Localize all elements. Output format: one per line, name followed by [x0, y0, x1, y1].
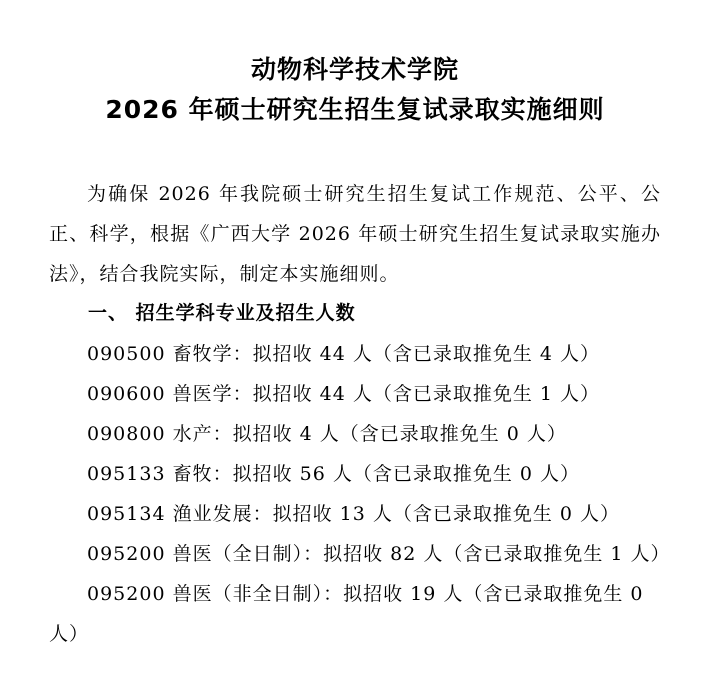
intro-paragraph: 为确保 2026 年我院硕士研究生招生复试工作规范、公平、公正、科学，根据《广西大学 2026 年硕士研究生招生复试录取实施办法》，结合我院实际，制定本实施细则。 — [49, 183, 661, 285]
quota-item-095200-part-time: 095200 兽医（非全日制）：拟招收 19 人（含已录取推免生 0 人） — [49, 583, 644, 645]
quota-item-095200-full-time: 095200 兽医（全日制）：拟招收 82 人（含已录取推免生 1 人） — [87, 543, 671, 565]
document-title — [0, 50, 710, 130]
section-heading-enrollment: 一、 招生学科专业及招生人数 — [88, 302, 356, 324]
quota-item-095133: 095133 畜牧：拟招收 56 人（含已录取推免生 0 人） — [87, 463, 580, 485]
quota-item-090500: 090500 畜牧学：拟招收 44 人（含已录取推免生 4 人） — [87, 343, 600, 365]
title-rules-name: 2026 年硕士研究生招生复试录取实施细则 — [105, 95, 605, 124]
enrollment-quota-list — [49, 334, 671, 654]
title-college-name: 动物科学技术学院 — [250, 55, 459, 84]
quota-item-095134: 095134 渔业发展：拟招收 13 人（含已录取推免生 0 人） — [87, 503, 620, 525]
quota-item-090800: 090800 水产：拟招收 4 人（含已录取推免生 0 人） — [87, 423, 567, 445]
quota-item-090600: 090600 兽医学：拟招收 44 人（含已录取推免生 1 人） — [87, 383, 600, 405]
intro-paragraph-block — [49, 174, 661, 294]
